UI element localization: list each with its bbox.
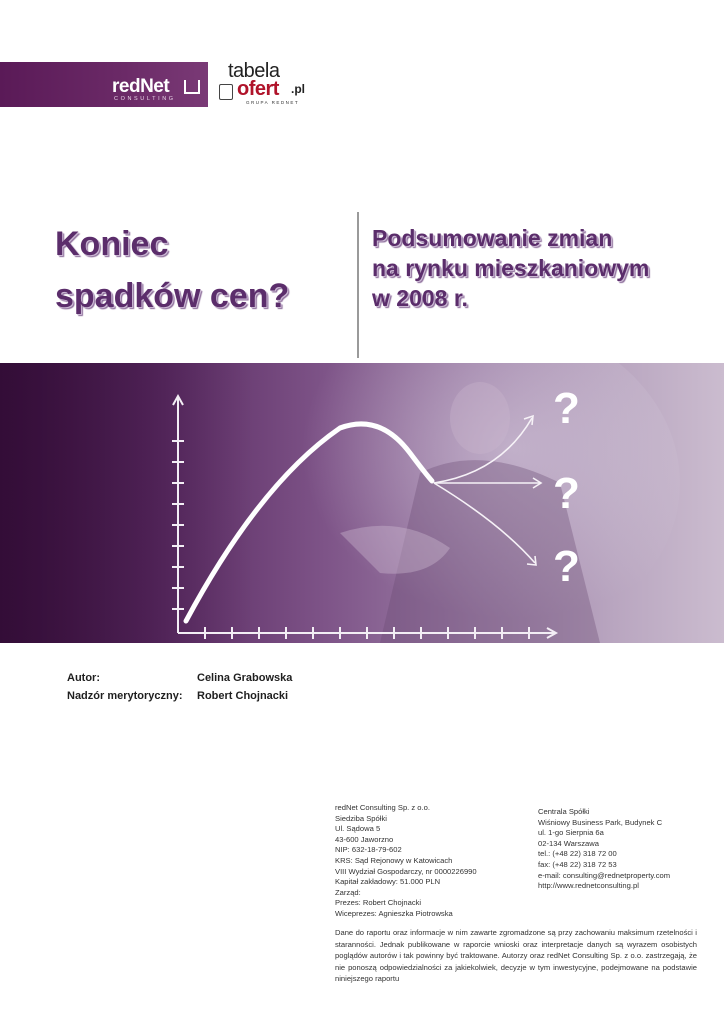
subtitle-line-1: Podsumowanie zmian	[372, 225, 613, 251]
rednet-logo: redNet	[112, 76, 170, 97]
subtitle	[372, 223, 702, 313]
building-icon	[184, 80, 200, 94]
hq-street: ul. 1-go Sierpnia 6a	[538, 828, 604, 838]
company-city: 43-600 Jaworzno	[335, 834, 394, 844]
author-name: Celina Grabowska	[197, 672, 293, 684]
main-title	[55, 218, 355, 322]
company-registered-info	[335, 803, 535, 920]
question-mark-middle: ?	[553, 469, 580, 518]
main-title-line-1: Koniec	[55, 225, 169, 263]
pl-logo-text: .pl	[291, 82, 305, 96]
subtitle-line-2: na rynku mieszkaniowym	[372, 255, 650, 281]
supervisor-label: Nadzór merytoryczny:	[67, 690, 183, 702]
header-band	[0, 62, 208, 107]
company-krs: KRS: Sąd Rejonowy w Katowicach	[335, 855, 453, 865]
company-seat-label: Siedziba Spółki	[335, 813, 387, 823]
company-capital: Kapitał zakładowy: 51.000 PLN	[335, 877, 441, 887]
question-mark-top: ?	[553, 384, 580, 433]
company-president: Prezes: Robert Chojnacki	[335, 898, 422, 908]
hq-fax: fax: (+48 22) 318 72 53	[538, 859, 617, 869]
company-vice-president: Wiceprezes: Agnieszka Piotrowska	[335, 908, 453, 918]
disclaimer-text: Dane do raportu oraz informacje w nim zawarte zgromadzone są przy zachowaniu maksimum rzetelności i staranności. Jednak publikowane w raporcie wnioski oraz interpretacje danych są wyrazem osobistych poglądów autorów i tak powinny być traktowane. Autorzy oraz redNet Consulting Sp. z o.o. zastrzegają, że nie ponoszą odpowiedzialności za jakiekolwiek, decyzje w tym inwestycyjne, podejmowane na podstawie niniejszego raportu	[335, 928, 697, 984]
hero-graphic	[0, 363, 724, 643]
document-icon	[219, 84, 233, 100]
hq-phone: tel.: (+48 22) 318 72 00	[538, 849, 617, 859]
company-name: redNet Consulting Sp. z o.o.	[335, 803, 430, 812]
company-board-label: Zarząd:	[335, 887, 361, 897]
rednet-logo-subtitle: CONSULTING	[114, 96, 176, 102]
hq-email: e-mail: consulting@rednetproperty.com	[538, 870, 671, 880]
supervisor-name: Robert Chojnacki	[197, 690, 289, 702]
author-label: Autor:	[67, 672, 100, 684]
hero-illustration	[0, 363, 724, 643]
hq-building: Wiśniowy Business Park, Budynek C	[538, 817, 663, 827]
company-street: Ul. Sądowa 5	[335, 824, 381, 834]
tabela-grupa-text: GRUPA REDNET	[246, 100, 300, 105]
person-silhouette	[450, 382, 510, 454]
subtitle-line-3: w 2008 r.	[372, 285, 468, 311]
hq-label: Centrala Spółki	[538, 807, 590, 816]
tabela-logo-text: tabela	[228, 60, 280, 82]
company-court-division: VIII Wydział Gospodarczy, nr 0000226990	[335, 866, 477, 876]
question-mark-bottom: ?	[553, 542, 580, 591]
main-title-line-2: spadków cen?	[55, 277, 290, 315]
company-headquarters-info	[538, 807, 718, 892]
company-nip: NIP: 632-18-79-602	[335, 845, 402, 855]
ofert-logo-text: ofert	[237, 78, 279, 100]
hq-website: http://www.rednetconsulting.pl	[538, 881, 639, 891]
hq-city: 02-134 Warszawa	[538, 838, 599, 848]
title-divider	[357, 212, 359, 358]
